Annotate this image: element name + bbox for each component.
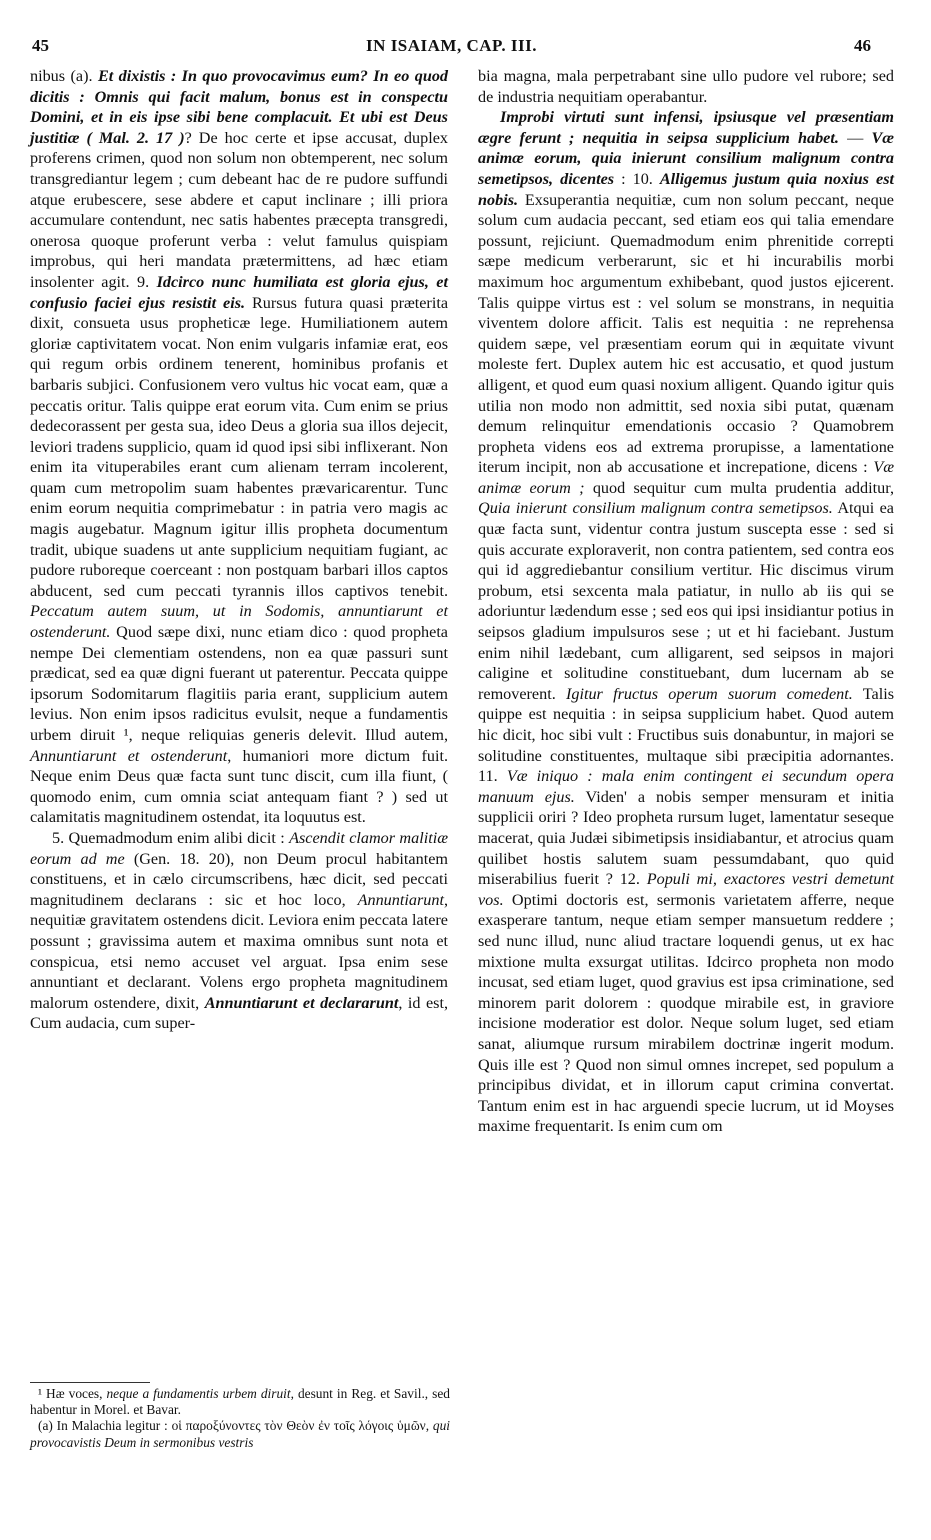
footnote-a: [30, 1418, 450, 1450]
text-run: Rursus futura quasi præterita dixit, consueta usus propheticæ lege. Humiliationem autem gloriæ captivitatem vocat. Non enim vulgaris infamiæ erat, eos qui regum orbis ordinem tenerent, hominibus profanis et barbaris subjici. Confusionem vero vultus hic vocat eam, quæ a peccatis oritur. Talis quippe erat eorum vita. Cum enim se prius dedecorassent per gesta sua, ideo Deus a gloria sua illos dejecit, leviori tradens supplicio, quam id quod ipsi sibi inflixerant. Non enim ita vituperabiles erant cum alienam terram incolerent, quam cum metropolim suam habentes prævaricarentur. Tunc enim eorum nequitia comprimebatur : in patria vero magis ac magis augebatur. Magnum igitur illis propheta documentum tradit, ubique suadens ut ante supplicium nequitiam fugiant, ac pudore ruboreque coerceant : non postquam barbari illos captos abducent, sed cum peccati tyrannis illos captivos tenebit.: [30, 293, 449, 600]
footnote-rule: [30, 1382, 150, 1383]
text-run: (a) In Malachia legitur : οἱ παροξύνοντες τὸν Θεὸν ἐν τοῖς λόγοις ὑμῶν,: [38, 1418, 433, 1434]
right-paragraph-2: [478, 107, 894, 1137]
text-run: : 10.: [614, 169, 660, 188]
text-run: Quod sæpe dixi, nunc etiam dico : quod propheta nempe Dei clementiam ostendens, non ea quæ passuri sunt prædicat, sed ea quæ digni fuerant ut paterentur. Peccata quippe ipsorum Sodomitarum flagitiis paria erant, supplicium autem levius. Non enim ipsos radicitus evulsit, neque a fundamentis urbem diruit ¹, neque reliquias generis delevit. Illud autem,: [30, 623, 448, 744]
page-number-left: 45: [32, 36, 49, 55]
text-run: nibus (a).: [30, 67, 98, 85]
text-run: bia magna, mala perpetrabant sine ullo pudore vel rubore; sed de industria nequitiam operabantur.: [478, 67, 894, 106]
text-run: , humaniori more dictum fuit. Neque enim Deus quæ facta sunt tunc discit, cum illa fiunt, ( quomodo enim, cum omnia sciat antequam fiant ? ) sed ut calamitatis magnitudinem ostendat, ita loquutus est.: [30, 746, 449, 827]
text-run: —: [838, 128, 872, 147]
text-run: Talis quippe est nequitia : in seipsa supplicium habet. Quod autem hic dicit, hoc sibi vult : Fructibus suis donabuntur, in majori se solitudine constituentes, multaque sibi præcipitia adornantes. 11.: [478, 684, 894, 786]
italic-quote: Et dixistis : In quo provocavimus eum? In eo quod dicitis : Omnis qui facit malum, bonus est in conspectu Domini, et in eis ipse sibi bene complacuit. Et ubi est Deus justitiæ ( Mal. 2. 17 ): [30, 67, 449, 147]
page-number-right: 46: [854, 36, 871, 55]
italic-quote: Igitur fructus operum suorum comedent.: [565, 684, 853, 703]
text-run: , nequitiæ gravitatem ostendens dicit. Leviora enim peccata latere possunt ; gravissima autem et maxima omnibus sunt nota et conspicua, etsi nemo accuset vel arguat. Ipsa enim sese annuntiant et declarant. Volens ergo propheta magnitudinem malorum ostendere, dixit,: [30, 890, 448, 1012]
italic-quote: Populi mi, exactores vestri demetunt vos.: [478, 870, 894, 909]
italic-quote: Væ iniquo : mala enim contingent ei secundum opera manuum ejus.: [478, 767, 894, 806]
text-run: , desunt in Reg. et Savil., sed habentur in Morel. et Bavar.: [30, 1386, 450, 1418]
text-run: , id est, Cum audacia, cum super-: [30, 993, 448, 1033]
text-run: ? De hoc certe et ipse accusat, duplex proferens crimen, quod non solum non obtemperent, nec solum transgrediantur legem ; cum debeant hac de re pudore suffundi atque erubescere, sese abdere et caput inclinare ; illi priora accumulare contendunt, nec satis habentes præcepta transgredi, onerosa quoque proferunt verba : velut famulus quispiam improbus, qui heri mandata prætermittens, ad hæc etiam insolenter agit. 9.: [30, 128, 448, 291]
italic-summary: Improbi virtuti sunt infensi, ipsiusque vel præsentiam ægre ferunt ; nequitia in seipsa supplicium habet.: [478, 108, 894, 147]
italic-quote: neque a fundamentis urbem diruit: [106, 1386, 291, 1401]
footnotes: [30, 1386, 450, 1451]
left-paragraph-2: [30, 828, 448, 1034]
italic-quote: Væ animæ eorum ;: [478, 458, 894, 497]
italic-quote: Annuntiarunt et declararunt: [204, 993, 399, 1012]
italic-quote: Peccatum autem suum, ut in Sodomis, annuntiarunt et ostenderunt.: [30, 602, 448, 642]
text-run: quod sequitur cum multa prudentia additur,: [584, 478, 894, 497]
text-run: ¹ Hæ voces,: [38, 1386, 107, 1401]
running-title: IN ISAIAM, CAP. III.: [366, 36, 537, 55]
text-run: Optimi doctoris est, sermonis varietatem afferre, neque exasperare tantum, neque etiam semper mansuetum reddere ; sed nunc illud, nunc aliud tractare loquendi genus, ut ex hac mixtione multa exsurgat utilitas. Idcirco propheta non modo incusat, sed etiam luget, quod gravius est ipsa criminatione, sed minorem parit dolorem : quodque mirabile est, in graviore incisione moderatior est dolor. Neque solum luget, sed etiam sanat, aliumque rursum mirabilem doctrinæ ingerit modum. Quis ille est ? Quod non simul omnes increpet, sed populum a principibus dividat, et in illorum caput crimina convertat. Tantum enim est in hac arguendi specie lucrum, ut id Moyses maxime frequentarit. Is enim cum om: [478, 890, 894, 1136]
text-run: Exsuperantia nequitiæ, cum non solum peccant, neque solum cum audacia peccant, sed etiam eos qui talia emendare possunt, rejiciunt. Quemadmodum enim phrenitide correpti sæpe medicum verberarunt, sic et hi incurabilis morbi maximum hoc argumentum exhibebant, quod justos ejicerent. Talis quippe virtus est : vel solum se monstrans, in nequitia viventem dolore afficit. Talis est nequitia : ne reprehensa quidem sæpe, vel præsentiam eorum qui in æquitate vivunt moleste fert. Duplex autem hic est accusatio, et quod justum alligent, et quod eum quasi noxium alligent. Quando igitur quis utilia non modo non admittit, sed noxia sibi putat, quænam demum relinquitur emendationis occasio ? Quamobrem propheta videns eos ad extrema prorupisse, a lamentatione iterum incipit, non ab accusatione et increpatione, dicens :: [478, 190, 894, 477]
right-column: [478, 66, 894, 1137]
text-run: (Gen. 18. 20), non Deum procul habitantem constituens, et in cælo circumscribens, hæc dicit, sed peccati magnitudinem declarans : sic et hoc loco,: [30, 849, 448, 909]
text-run: Viden' a nobis semper mensuram et initia supplicii oriri ? Ideo propheta rursum luget, lamentatur seseque macerat, quia Judæi sibimetipsis insidiabantur, et atrocius quam quilibet hostis salutem suam pessumdabant, quo quid miserabilius fuerit ? 12.: [478, 787, 894, 889]
italic-quote: Alligemus justum quia noxius est nobis.: [478, 169, 894, 209]
italic-quote: Væ animæ eorum, quia inierunt consilium malignum contra semetipsos, dicentes: [478, 128, 894, 188]
running-header: [32, 36, 871, 64]
footnote-1: [30, 1386, 450, 1418]
italic-quote: Annuntiarunt et ostenderunt: [30, 746, 228, 765]
italic-quote: Quia inierunt consilium malignum contra semetipsos.: [478, 499, 833, 518]
text-run: 5. Quemadmodum enim alibi dicit :: [52, 828, 290, 847]
italic-quote: Annuntiarunt: [357, 890, 444, 909]
italic-quote: Idcirco nunc humiliata est gloria ejus, et confusio faciei ejus resistit eis.: [30, 272, 448, 312]
text-run: Atqui ea quæ facta sunt, videntur contra justum suscepta esse : sed si quis accurate exploraverit, non contra patientem, sed contra eos qui id aggrediebantur consilium vertitur. Hic discimus virum probum, etsi sexcenta mala patiatur, in nullo ab iis qui se adoriuntur lædendum esse ; sed eos qui ipsi insidiantur potius in seipsos gladium impulsuros sese ; ut et hi faciebant. Justum enim nihil lædebant, cum alligarent, sed seipsos in majori caligine et solitudine constituebant, dum lucernam ab se removerent.: [478, 499, 894, 703]
left-paragraph-1: [30, 66, 448, 828]
left-column: [30, 66, 448, 1034]
right-paragraph-1: [478, 66, 894, 107]
italic-quote: Ascendit clamor malitiæ eorum ad me: [30, 828, 448, 868]
italic-quote: qui provocavistis Deum in sermonibus vestris: [30, 1418, 450, 1450]
